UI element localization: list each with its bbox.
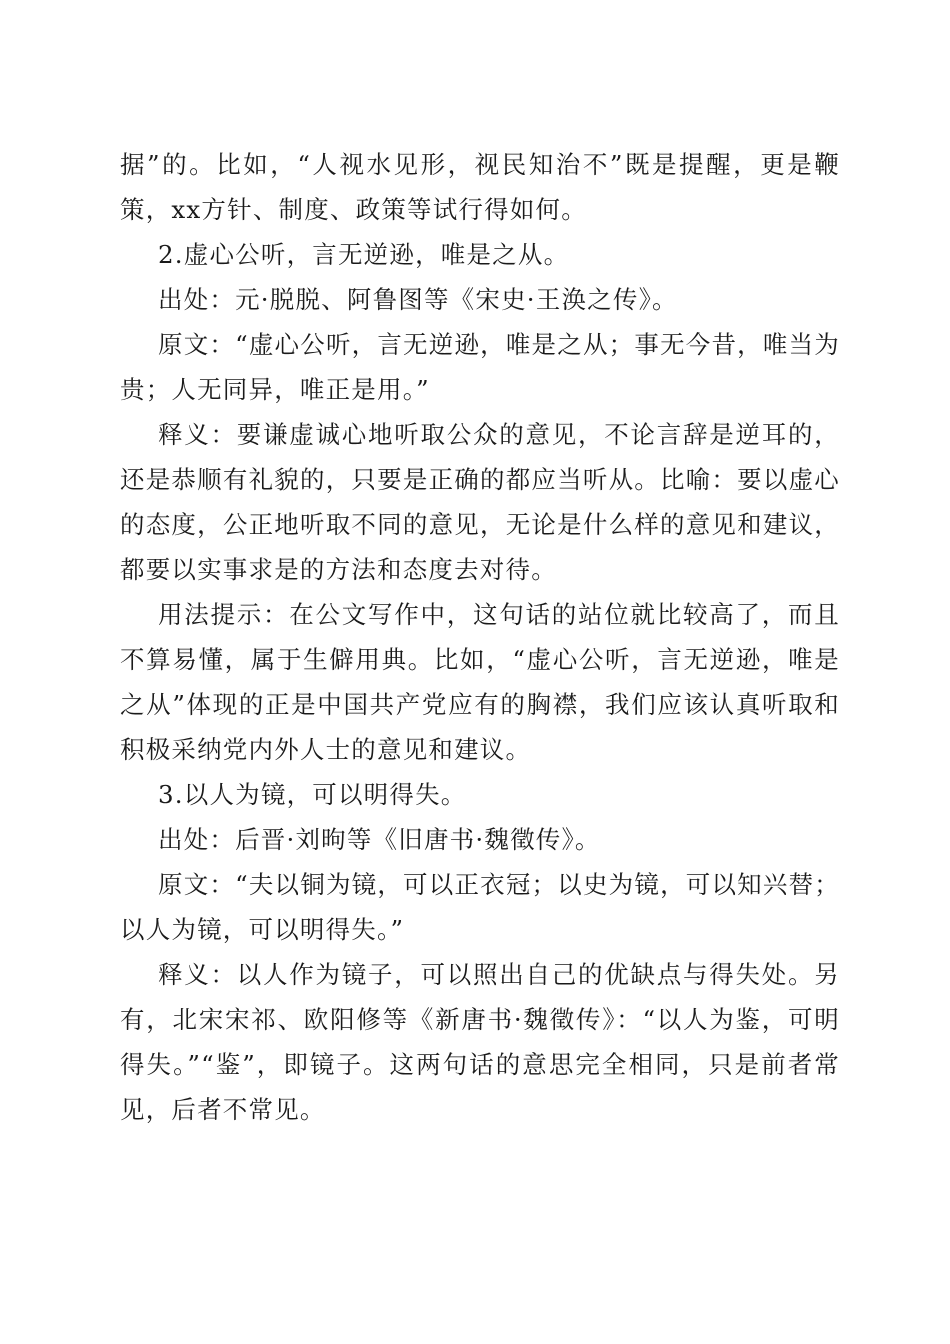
original-text-paragraph: 原文：“虚心公听，言无逆逊，唯是之从；事无今昔，唯当为贵；人无同异，唯正是用。” [120,330,840,404]
interpretation-paragraph: 释义：以人作为镜子，可以照出自己的优缺点与得失处。另有，北宋宋祁、欧阳修等《新唐书·魏徵传》：“以人为鉴，可明得失。”“鉴”，即镜子。这两句话的意思完全相同，只是前者常见，后者不常见。 [120,960,840,1124]
interpretation-paragraph: 释义：要谦虚诚心地听取公众的意见，不论言辞是逆耳的，还是恭顺有礼貌的，只要是正确的都应当听从。比喻：要以虚心的态度，公正地听取不同的意见，无论是什么样的意见和建议，都要以实事求是的方法和态度去对待。 [120,420,840,584]
paragraph-continuation: 据”的。比如，“人视水见形，视民知治不”既是提醒，更是鞭策，xx方针、制度、政策等试行得如何。 [120,150,840,224]
source-paragraph: 出处：元·脱脱、阿鲁图等《宋史·王涣之传》。 [158,285,678,314]
item-heading-3: 3.以人为镜，可以明得失。 [158,780,467,809]
item-heading-2: 2.虚心公听，言无逆逊，唯是之从。 [158,240,570,269]
original-text-paragraph: 原文：“夫以铜为镜，可以正衣冠；以史为镜，可以知兴替；以人为镜，可以明得失。” [120,870,840,944]
source-paragraph: 出处：后晋·刘昫等《旧唐书·魏徵传》。 [158,825,601,854]
usage-tip-paragraph: 用法提示：在公文写作中，这句话的站位就比较高了，而且不算易懂，属于生僻用典。比如，“虚心公听，言无逆逊，唯是之从”体现的正是中国共产党应有的胸襟，我们应该认真听取和积极采纳党内外人士的意见和建议。 [120,600,840,764]
